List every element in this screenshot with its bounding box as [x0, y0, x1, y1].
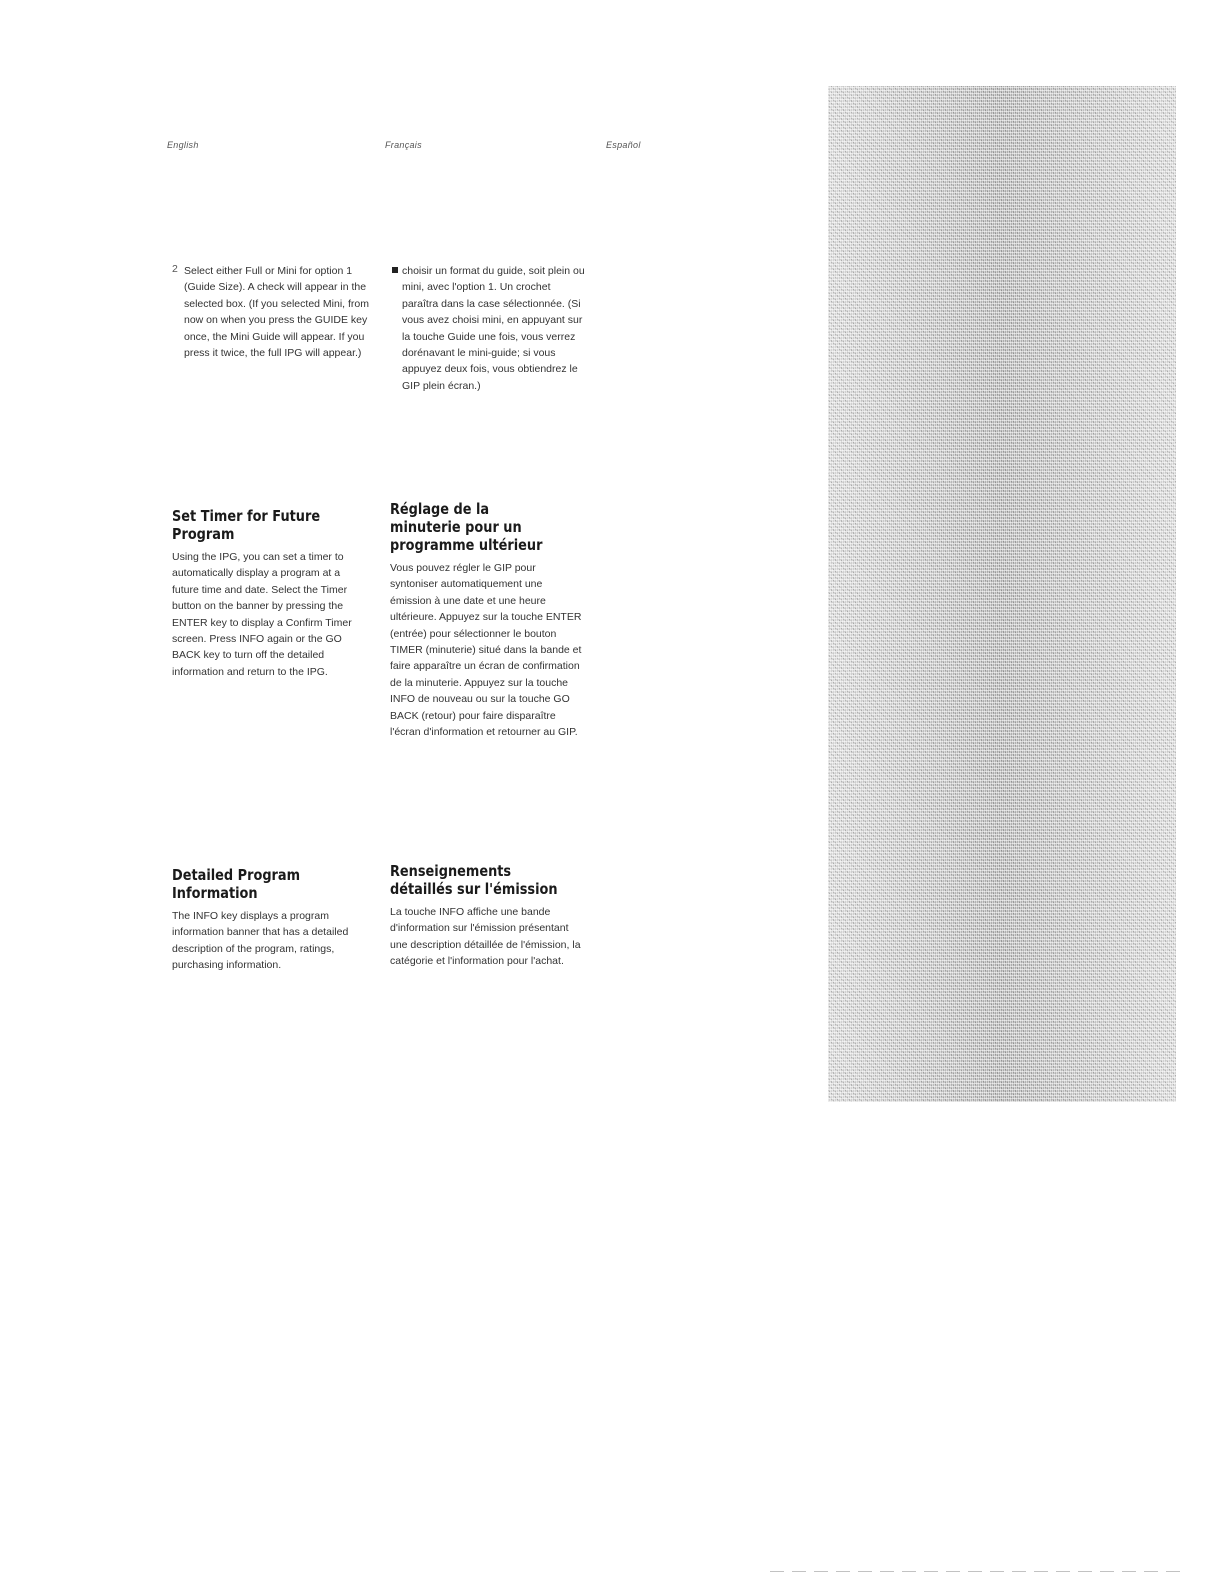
english-info-heading: Detailed Program Information	[172, 866, 301, 902]
french-step-block	[402, 263, 588, 394]
english-step-block	[172, 263, 374, 361]
english-timer-text: Using the IPG, you can set a timer to automatically display a program at a future time and date. Select the Timer button on the banner by pressing the ENTER key to display a Confirm Timer screen. Press INFO again or the GO BACK key to turn off the detailed information and return to the IPG.	[172, 551, 352, 678]
scan-artifact-line	[770, 1571, 1180, 1572]
english-info-text: The INFO key displays a program information banner that has a detailed description of the program, ratings, purchasing information.	[172, 910, 349, 972]
french-timer-text: Vous pouvez régler le GIP pour syntoniser automatiquement une émission à une date et une heure ultérieure. Appuyez sur la touche ENTER (entrée) pour sélectionner le bouton TIMER (minuterie) situé dans la bande et faire apparaître un écran de confirmation de la minuterie. Appuyez sur la touche INFO de nouveau ou sur la touche GO BACK (retour) pour faire disparaître l'écran d'information et retourner au GIP.	[390, 562, 582, 739]
english-step-text: Select either Full or Mini for option 1 (Guide Size). A check will appear in the selected box. (If you selected Mini, from now on when you press the GUIDE key once, the Mini Guide will appear. If you press it twice, the full IPG will appear.)	[184, 265, 369, 360]
french-timer-heading: Réglage de la minuterie pour un programme ultérieur	[390, 500, 543, 554]
halftone-image-panel	[828, 86, 1176, 1102]
language-label-french: Français	[385, 140, 422, 150]
english-timer-heading: Set Timer for Future Program	[172, 507, 321, 543]
step-number: 2	[172, 263, 178, 275]
english-info-section	[172, 866, 368, 974]
french-timer-section	[390, 500, 586, 740]
english-timer-section	[172, 507, 368, 680]
french-info-section	[390, 862, 586, 970]
language-label-english: English	[167, 140, 199, 150]
french-step-text: choisir un format du guide, soit plein ou mini, avec l'option 1. Un crochet paraîtra dans la case sélectionnée. (Si vous avez choisi mini, en appuyant sur la touche Guide une fois, vous verrez dorénavant le mini-guide; si vous appuyez deux fois, vous obtiendrez le GIP plein écran.)	[402, 265, 585, 392]
french-info-heading: Renseignements détaillés sur l'émission	[390, 862, 558, 898]
language-label-spanish: Español	[606, 140, 641, 150]
square-bullet-icon	[392, 267, 398, 273]
french-info-text: La touche INFO affiche une bande d'information sur l'émission présentant une description détaillée de l'émission, la catégorie et l'information pour l'achat.	[390, 906, 581, 968]
